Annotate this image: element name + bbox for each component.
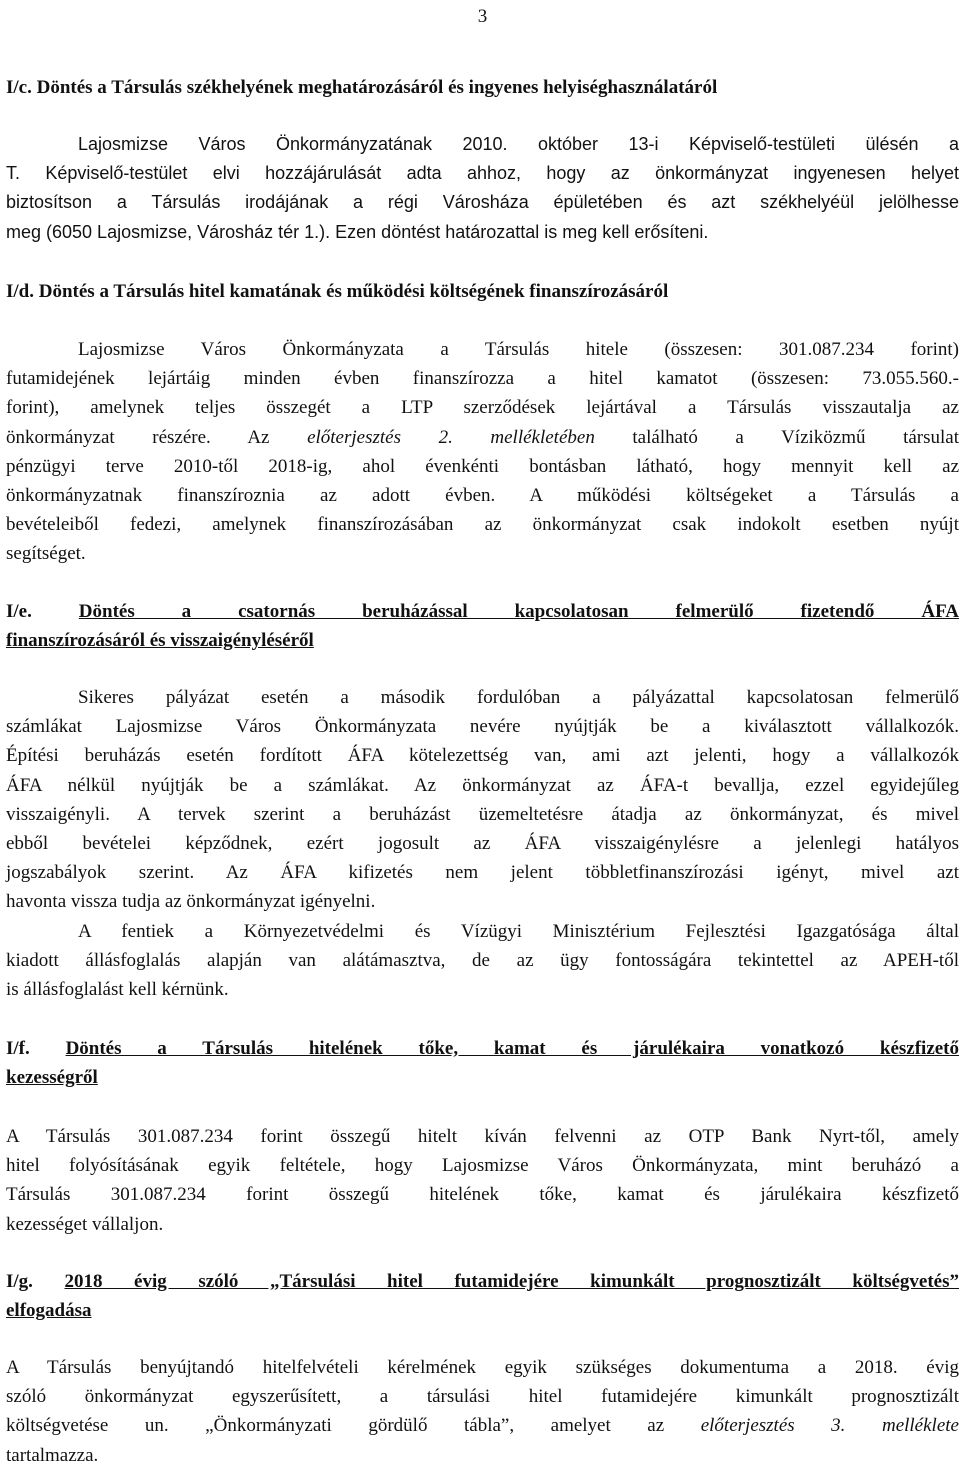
paragraph-line: A Társulás benyújtandó hitelfelvételi kérelmének egyik szükséges dokumentuma a 2018. évig <box>6 1357 959 1378</box>
section-f-paragraph <box>6 1122 959 1239</box>
section-d-heading <box>6 277 959 306</box>
heading-line <box>6 597 959 626</box>
section-f-title: Döntés a Társulás hitelének tőke, kamat és járulékaira vonatkozó készfizető <box>65 1038 960 1059</box>
section-g-label: I/g. <box>6 1271 33 1292</box>
heading-line <box>6 1267 959 1296</box>
section-c-label: I/c. <box>6 77 32 98</box>
paragraph-line: szóló önkormányzat egyszerűsített, a társulási hitel futamidejére kimunkált prognosztizált <box>6 1386 959 1408</box>
section-e-heading <box>6 597 959 655</box>
section-c-paragraph <box>6 130 959 247</box>
paragraph-line: ebből bevételei képződnek, ezért jogosult az ÁFA visszaigénylésre a jelenlegi hatályos <box>6 833 959 855</box>
section-d-label: I/d. <box>6 281 34 302</box>
section-c-title: Döntés a Társulás székhelyének meghatározásáról és ingyenes helyiséghasználatáról <box>36 77 718 98</box>
section-g-heading <box>6 1267 959 1325</box>
paragraph-line: tartalmazza. <box>6 1444 99 1466</box>
paragraph-line: is állásfoglalást kell kérnünk. <box>6 979 229 1001</box>
heading-line: finanszírozásáról és visszaigényléséről <box>6 630 314 652</box>
line-text: költségvetése un. „Önkormányzati gördülő tábla”, amelyet az <box>6 1415 701 1437</box>
paragraph-line: pénzügyi terve 2010-től 2018-ig, ahol évenkénti bontásban látható, hogy mennyit kell az <box>6 455 959 477</box>
paragraph-line: Lajosmizse Város Önkormányzata a Társulás hitele (összesen: 301.087.234 forint) <box>78 339 959 360</box>
document-page <box>6 0 959 1466</box>
paragraph-line: kiadott állásfoglalás alapján van alátámasztva, de az ügy fontosságára tekintettel az APEH-től <box>6 949 959 971</box>
page-number: 3 <box>477 6 488 27</box>
heading-line <box>6 1034 959 1063</box>
section-f-heading <box>6 1034 959 1092</box>
annex-reference: előterjesztés 3. melléklete <box>700 1415 959 1437</box>
paragraph-line: visszaigényli. A tervek szerint a beruházást üzemeltetésre átadja az önkormányzat, és mivel <box>6 803 959 825</box>
paragraph-line: biztosítson a Társulás irodájának a régi Városháza épületében és azt székhelyéül jelölhesse <box>6 192 959 213</box>
paragraph-line <box>6 423 959 452</box>
section-f-label: I/f. <box>6 1038 30 1059</box>
section-g-paragraph <box>6 1353 959 1470</box>
section-d-paragraph <box>6 335 959 569</box>
section-c-heading <box>6 73 959 102</box>
paragraph-line: A fentiek a Környezetvédelmi és Vízügyi Minisztérium Fejlesztési Igazgatósága által <box>78 920 959 942</box>
heading-line: elfogadása <box>6 1300 92 1322</box>
heading-line: kezességről <box>6 1067 98 1089</box>
paragraph-line: A Társulás 301.087.234 forint összegű hitelt kíván felvenni az OTP Bank Nyrt-től, amely <box>6 1126 959 1147</box>
paragraph-line: Sikeres pályázat esetén a második fordulóban a pályázattal kapcsolatosan felmerülő <box>78 687 959 708</box>
section-e-label: I/e. <box>6 601 32 622</box>
paragraph-line: T. Képviselő-testület elvi hozzájárulását adta ahhoz, hogy az önkormányzat ingyenesen helyet <box>6 163 959 184</box>
paragraph-line: kezességet vállaljon. <box>6 1213 164 1235</box>
paragraph-line: forint), amelynek teljes összegét a LTP szerződések lejártával a Társulás visszautalja az <box>6 397 959 419</box>
paragraph-line: jogszabályok szerint. Az ÁFA kifizetés nem jelent többletfinanszírozási igényt, mivel azt <box>6 862 959 884</box>
paragraph-line: futamidejének lejártáig minden évben finanszírozza a hitel kamatot (összesen: 73.055.560.- <box>6 368 959 390</box>
paragraph-line: havonta vissza tudja az önkormányzat igényelni. <box>6 891 376 913</box>
section-g-title: 2018 évig szóló „Társulási hitel futamidejére kimunkált prognosztizált költségvetés” <box>64 1271 959 1292</box>
paragraph-line: önkormányzatnak finanszíroznia az adott évben. A működési költségeket a Társulás a <box>6 485 959 507</box>
paragraph-line: meg (6050 Lajosmizse, Városház tér 1.). Ezen döntést határozattal is meg kell erősíteni. <box>6 221 709 242</box>
section-d-title: Döntés a Társulás hitel kamatának és működési költségének finanszírozásáról <box>38 281 669 302</box>
paragraph-line <box>6 1411 959 1440</box>
paragraph-line: Társulás 301.087.234 forint összegű hitelének tőke, kamat és járulékaira készfizető <box>6 1184 959 1206</box>
paragraph-line: hitel folyósításának egyik feltétele, hogy Lajosmizse Város Önkormányzata, mint beruházó a <box>6 1155 959 1177</box>
paragraph-line: számlákat Lajosmizse Város Önkormányzata nevére nyújtják be a kiválasztott vállalkozók. <box>6 716 959 738</box>
paragraph-line: ÁFA nélkül nyújtják be a számlákat. Az önkormányzat az ÁFA-t bevallja, ezzel egyidejűleg <box>6 774 959 796</box>
paragraph-line: bevételeiből fedezi, amelynek finanszírozásában az önkormányzat csak indokolt esetben nyújt <box>6 514 959 536</box>
paragraph-line: Lajosmizse Város Önkormányzatának 2010. október 13-i Képviselő-testületi ülésén a <box>78 134 959 154</box>
line-text: található a Víziközmű társulat <box>594 426 959 448</box>
paragraph-line: Építési beruházás esetén fordított ÁFA kötelezettség van, ami azt jelenti, hogy a vállalkozók <box>6 745 959 767</box>
line-text: önkormányzat részére. Az <box>6 426 308 448</box>
section-e-paragraph <box>6 683 959 1004</box>
section-e-title: Döntés a csatornás beruházással kapcsolatosan felmerülő fizetendő ÁFA <box>78 601 959 622</box>
annex-reference: előterjesztés 2. mellékletében <box>307 426 595 448</box>
paragraph-line: segítséget. <box>6 543 86 565</box>
